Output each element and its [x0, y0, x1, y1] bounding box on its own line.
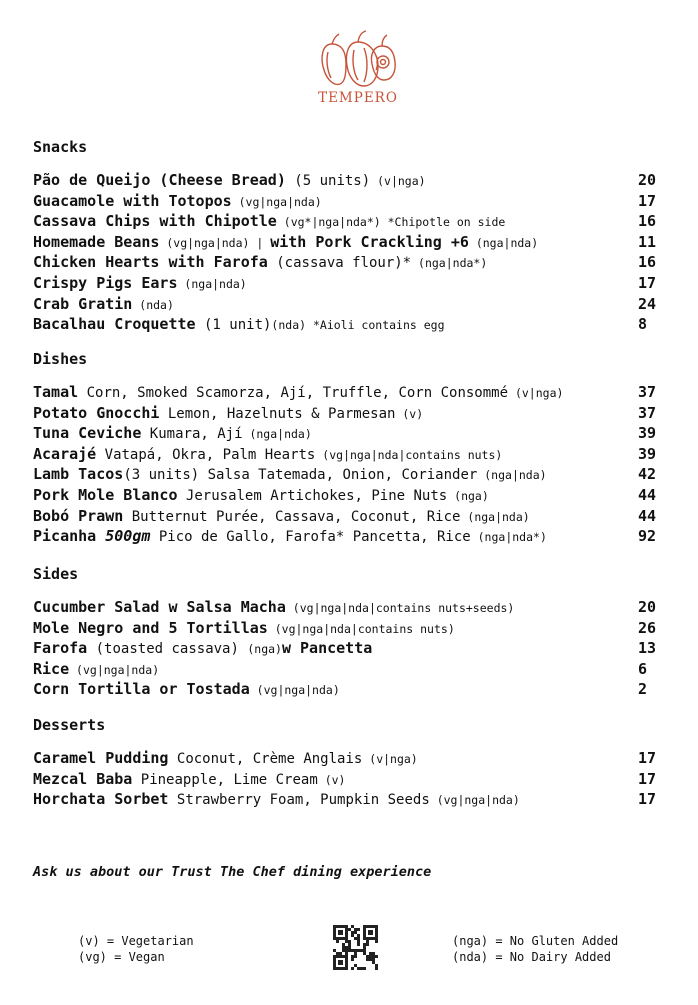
item-note: *Aioli contains egg	[306, 318, 445, 333]
item-dietary-tags: (nga|nda*)	[411, 256, 488, 271]
item-name: Tamal	[33, 383, 79, 401]
menu-item-row	[33, 403, 663, 424]
qr-code-icon[interactable]	[333, 925, 378, 970]
item-description: (5 units)	[285, 173, 371, 189]
item-dietary-tags: (vg|nga|nda|contains nuts)	[267, 621, 455, 636]
menu-item-row	[33, 252, 663, 273]
item-price: 39	[638, 444, 657, 463]
item-name: Cucumber Salad w Salsa Macha	[33, 598, 286, 616]
item-name: Pão de Queijo (Cheese Bread)	[33, 171, 286, 189]
item-dietary-tags: (nga|nda)	[242, 427, 312, 442]
item-name: Potato Gnocchi	[33, 403, 160, 422]
item-name: Crispy Pigs Ears	[33, 273, 178, 292]
item-dietary-tags: (vg|nga|nda) |	[159, 235, 271, 250]
item-price: 42	[638, 465, 657, 484]
item-description: (3 units) Salsa Tatemada, Onion, Coriander	[123, 467, 478, 484]
item-price: 44	[638, 485, 657, 504]
item-price: 44	[638, 506, 657, 525]
menu-item-row	[33, 382, 663, 403]
item-price: 6	[638, 659, 648, 678]
item-description: Strawberry Foam, Pumpkin Seeds	[168, 792, 430, 809]
item-price: 17	[638, 273, 657, 292]
section-title: Sides	[33, 565, 79, 583]
item-description: Butternut Purée, Cassava, Coconut, Rice	[123, 508, 461, 525]
item-name: Mezcal Baba	[33, 769, 133, 788]
legend-left	[78, 933, 194, 965]
item-price: 20	[638, 598, 657, 616]
item-description: Kumara, Ají	[141, 426, 243, 443]
item-name: Guacamole with Totopos	[33, 191, 232, 210]
item-price: 24	[638, 294, 657, 313]
menu-list	[33, 597, 663, 700]
item-price: 11	[638, 232, 657, 251]
menu-item-row	[33, 444, 663, 465]
item-dietary-tags: (vg|nga|nda)	[429, 793, 520, 808]
item-price: 17	[638, 790, 657, 809]
menu-item-row	[33, 597, 663, 618]
item-addon: w Pancetta	[281, 639, 373, 658]
item-name: Bacalhau Croquette	[33, 315, 196, 334]
item-dietary-tags: (vg*|nga|nda*)	[276, 215, 381, 230]
item-price: 37	[638, 403, 657, 422]
menu-item-row	[33, 464, 663, 485]
item-description: Vatapá, Okra, Palm Hearts	[96, 446, 316, 463]
item-description: Corn, Smoked Scamorza, Ají, Truffle, Corn Consommé	[78, 385, 509, 401]
item-description: Coconut, Crème Anglais	[168, 751, 363, 767]
item-price: 92	[638, 527, 657, 546]
legend-no-gluten: (nga) = No Gluten Added	[452, 934, 619, 948]
item-addon-tags: (nga|nda)	[468, 235, 539, 250]
menu-item-row	[33, 273, 663, 294]
trust-the-chef-note: Ask us about our Trust The Chef dining experience	[33, 864, 432, 880]
menu-item-row	[33, 423, 663, 444]
item-dietary-tags: (nga|nda)	[477, 468, 547, 483]
item-dietary-tags: (v|nga)	[508, 386, 564, 400]
item-name: Corn Tortilla or Tostada	[33, 680, 250, 699]
item-name: Acarajé	[33, 444, 97, 463]
item-name: Pork Mole Blanco	[33, 485, 178, 504]
item-price: 8	[638, 315, 648, 334]
section-dishes	[33, 350, 663, 547]
item-description: (cassava flour)*	[267, 255, 412, 272]
menu-item-row	[33, 748, 663, 769]
item-name: Lamb Tacos	[33, 465, 124, 484]
item-name: Picanha	[33, 527, 97, 546]
item-price: 17	[638, 769, 657, 788]
menu-item-row	[33, 506, 663, 527]
item-addon: with Pork Crackling +6	[270, 232, 469, 251]
item-name: Cassava Chips with Chipotle	[33, 212, 277, 231]
item-name: Caramel Pudding	[33, 749, 169, 767]
item-dietary-tags: (nda)	[271, 318, 307, 333]
item-name: Chicken Hearts with Farofa	[33, 253, 268, 272]
item-note: *Chipotle on side	[380, 215, 506, 230]
item-name: Rice	[33, 659, 70, 678]
brand-logo	[303, 28, 413, 106]
menu-item-row	[33, 191, 663, 212]
menu-item-row	[33, 211, 663, 232]
item-dietary-tags: (v|nga)	[362, 752, 418, 766]
menu-item-row	[33, 294, 663, 315]
menu-item-row	[33, 618, 663, 639]
menu-item-row	[33, 789, 663, 810]
item-price: 2	[638, 680, 648, 699]
item-price: 20	[638, 171, 657, 189]
brand-name: TEMPERO	[318, 90, 398, 106]
menu-item-row	[33, 638, 663, 659]
item-name: Homemade Beans	[33, 232, 160, 251]
item-description: (1 unit)	[195, 317, 272, 334]
menu-item-row	[33, 659, 663, 680]
item-dietary-tags: (v)	[317, 772, 346, 787]
item-name: Tuna Ceviche	[33, 424, 142, 443]
section-title: Snacks	[33, 138, 88, 156]
item-price: 17	[638, 749, 657, 767]
item-weight: 500gm	[96, 527, 151, 546]
item-price: 17	[638, 191, 657, 210]
item-name: Crab Gratin	[33, 294, 133, 313]
item-price: 16	[638, 212, 657, 231]
item-dietary-tags: (nga)	[247, 642, 282, 657]
menu-item-row	[33, 485, 663, 506]
section-sides	[33, 565, 663, 700]
item-description: Lemon, Hazelnuts & Parmesan	[159, 405, 396, 422]
item-dietary-tags: (nga)	[447, 488, 489, 503]
item-description: Pineapple, Lime Cream	[132, 771, 318, 788]
item-description: (toasted cassava)	[87, 641, 248, 658]
item-dietary-tags: (nda)	[132, 297, 174, 312]
menu-item-row	[33, 679, 663, 700]
section-title: Desserts	[33, 716, 106, 734]
item-name: Farofa	[33, 639, 88, 658]
legend-no-dairy: (nda) = No Dairy Added	[452, 950, 611, 964]
section-desserts	[33, 716, 663, 810]
item-price: 26	[638, 618, 657, 637]
legend-vegan: (vg) = Vegan	[78, 950, 165, 964]
item-dietary-tags: (nga|nda*)	[470, 530, 547, 545]
menu-list	[33, 382, 663, 547]
item-price: 16	[638, 253, 657, 272]
menu-item-row	[33, 232, 663, 253]
item-price: 39	[638, 424, 657, 443]
item-dietary-tags: (vg|nga|nda)	[249, 683, 340, 698]
section-snacks	[33, 138, 663, 335]
menu-item-row	[33, 170, 663, 191]
item-name: Bobó Prawn	[33, 506, 124, 525]
legend-vegetarian: (v) = Vegetarian	[78, 934, 194, 948]
item-price: 37	[638, 383, 657, 401]
item-description: Pico de Gallo, Farofa* Pancetta, Rice	[150, 529, 471, 546]
item-price: 13	[638, 639, 657, 658]
section-title: Dishes	[33, 350, 88, 368]
item-dietary-tags: (v)	[395, 406, 424, 421]
item-dietary-tags: (vg|nga|nda|contains nuts)	[315, 447, 503, 462]
bell-pepper-icon	[312, 28, 404, 88]
legend-right	[452, 933, 618, 965]
menu-list	[33, 170, 663, 335]
item-dietary-tags: (nga|nda)	[177, 276, 247, 291]
menu-item-row	[33, 526, 663, 547]
item-dietary-tags: (vg|nga|nda|contains nuts+seeds)	[285, 601, 515, 615]
menu-item-row	[33, 314, 663, 335]
item-description: Jerusalem Artichokes, Pine Nuts	[177, 487, 448, 504]
menu-list	[33, 748, 663, 810]
menu-item-row	[33, 769, 663, 790]
item-name: Horchata Sorbet	[33, 790, 169, 809]
item-dietary-tags: (v|nga)	[370, 174, 426, 188]
item-dietary-tags: (vg|nga|nda)	[69, 662, 160, 677]
item-name: Mole Negro and 5 Tortillas	[33, 618, 268, 637]
item-dietary-tags: (vg|nga|nda)	[231, 194, 322, 209]
item-dietary-tags: (nga|nda)	[460, 509, 530, 524]
